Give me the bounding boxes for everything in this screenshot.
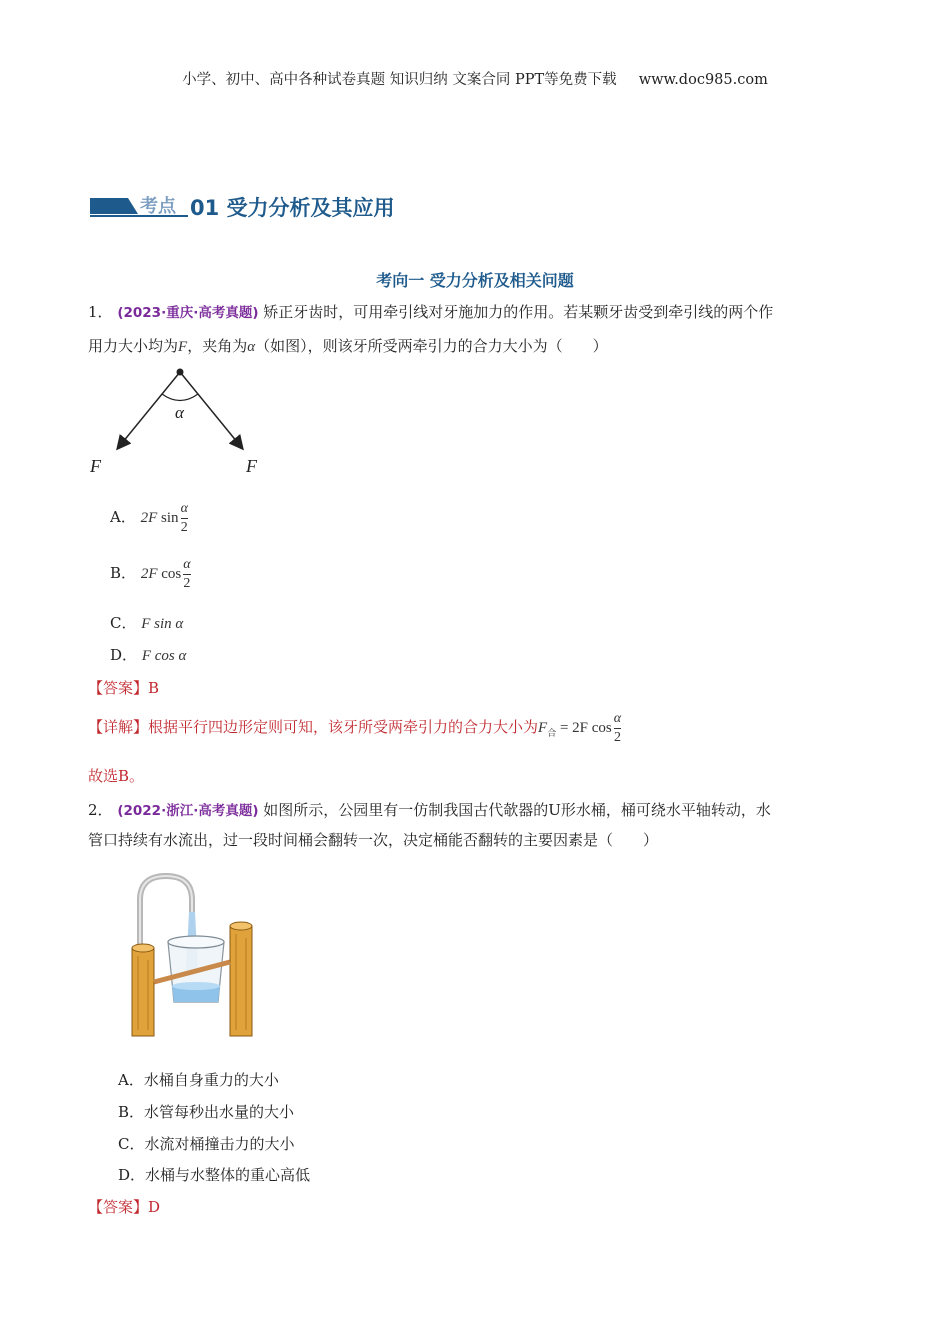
- formula-lhs: F: [538, 719, 548, 736]
- detail-text: 根据平行四边形定则可知，该牙所受两牵引力的合力大小为: [148, 717, 539, 736]
- right-post: [230, 926, 252, 1036]
- frac-num: α: [183, 558, 190, 575]
- force-right-arrow: [180, 372, 242, 448]
- force-left-arrow: [118, 372, 180, 448]
- q1-answer: [88, 677, 159, 698]
- q1-source: (2023·重庆·高考真题): [117, 305, 259, 321]
- frac-den: 2: [183, 576, 191, 591]
- option-label: C．: [118, 1135, 145, 1153]
- q1-line2b: ，夹角为: [187, 337, 248, 355]
- q1-text-line1: [88, 298, 868, 328]
- q1-conclusion: 故选B。: [88, 767, 145, 785]
- q1-option-c[interactable]: [110, 612, 183, 633]
- option-label: D．: [110, 646, 138, 664]
- option-label: B．: [118, 1103, 145, 1121]
- detail-formula: [538, 711, 622, 745]
- q2-text-line1: [88, 796, 868, 826]
- q1-option-a[interactable]: [110, 502, 188, 535]
- q2-option-d[interactable]: [118, 1164, 310, 1185]
- option-label: A．: [118, 1071, 144, 1089]
- left-post: [132, 948, 154, 1036]
- option-a-coef: 2F: [140, 509, 158, 526]
- formula-frac: [614, 712, 621, 745]
- option-b-frac: [183, 558, 190, 591]
- answer-label: 【答案】: [88, 1198, 149, 1216]
- option-label: D．: [118, 1166, 146, 1184]
- page-header: [0, 68, 950, 89]
- section-banner-icon: [90, 194, 190, 220]
- q2-line1: 如图所示，公园里有一仿制我国古代欹器的U形水桶，桶可绕水平轴转动，水: [263, 801, 771, 819]
- option-d-expr: F cos α: [141, 648, 187, 664]
- answer-value: B: [148, 679, 160, 697]
- q1-option-d[interactable]: [110, 644, 186, 665]
- detail-label: 【详解】: [88, 717, 149, 736]
- q1-number: 1．: [88, 303, 113, 321]
- q2-number: 2．: [88, 801, 113, 819]
- q2-text-line2: 管口持续有水流出，过一段时间桶会翻转一次，决定桶能否翻转的主要因素是（ ）: [88, 831, 659, 849]
- force-left-label: F: [90, 456, 101, 476]
- option-c-expr: F sin α: [141, 616, 184, 632]
- option-a-expr: [140, 501, 188, 535]
- option-label: C．: [110, 614, 137, 632]
- option-b-coef: 2F: [140, 565, 158, 582]
- frac-num: α: [181, 502, 188, 519]
- q1-text-line2: [88, 332, 868, 362]
- q2-bucket-figure: [126, 870, 266, 1038]
- section-tag: 考点: [140, 196, 176, 217]
- q2-option-a[interactable]: [118, 1069, 279, 1090]
- angle-arc: [162, 394, 198, 401]
- header-text: 小学、初中、高中各种试卷真题 知识归纳 文案合同 PPT等免费下载: [182, 72, 617, 88]
- q1-var-f: F: [178, 339, 188, 355]
- frac-num: α: [614, 712, 621, 729]
- subtitle: 考向一 受力分析及相关问题: [376, 271, 574, 290]
- section-number: 01: [190, 196, 220, 220]
- option-a-frac: [181, 502, 188, 535]
- q2-option-c[interactable]: [118, 1133, 295, 1154]
- option-label: A．: [110, 507, 136, 526]
- option-b-fn: cos: [161, 565, 182, 582]
- q2-answer: [88, 1196, 160, 1217]
- option-text: 水桶与水整体的重心高低: [145, 1166, 311, 1184]
- option-a-fn: sin: [161, 509, 179, 526]
- section-title-text: 受力分析及其应用: [226, 196, 395, 220]
- q2-option-b[interactable]: [118, 1101, 294, 1122]
- option-text: 水流对桶撞击力的大小: [144, 1135, 295, 1153]
- frac-den: 2: [180, 520, 188, 535]
- q1-line2c: （如图），则该牙所受两牵引力的合力大小为（ ）: [255, 337, 608, 355]
- answer-label: 【答案】: [88, 679, 149, 697]
- option-text: 水管每秒出水量的大小: [144, 1103, 295, 1121]
- formula-sub: 合: [547, 727, 557, 738]
- q1-line2a: 用力大小均为: [88, 337, 179, 355]
- q1-var-alpha: α: [247, 339, 256, 355]
- frac-den: 2: [613, 730, 621, 745]
- q1-force-diagram: [80, 362, 280, 478]
- section-heading: [190, 192, 395, 222]
- answer-value: D: [148, 1198, 161, 1216]
- force-right-label: F: [246, 456, 257, 476]
- q2-source: (2022·浙江·高考真题): [117, 803, 259, 819]
- formula-eq: = 2F cos: [559, 719, 612, 736]
- angle-label: α: [175, 403, 184, 422]
- q1-option-b[interactable]: [110, 558, 191, 591]
- option-text: 水桶自身重力的大小: [143, 1071, 279, 1089]
- q1-line1: 矫正牙齿时，可用牵引线对牙施加力的作用。若某颗牙齿受到牵引线的两个作: [263, 303, 774, 321]
- header-url: www.doc985.com: [638, 72, 768, 88]
- q1-detail: [88, 712, 621, 745]
- option-label: B．: [110, 563, 137, 582]
- option-b-expr: [140, 557, 191, 591]
